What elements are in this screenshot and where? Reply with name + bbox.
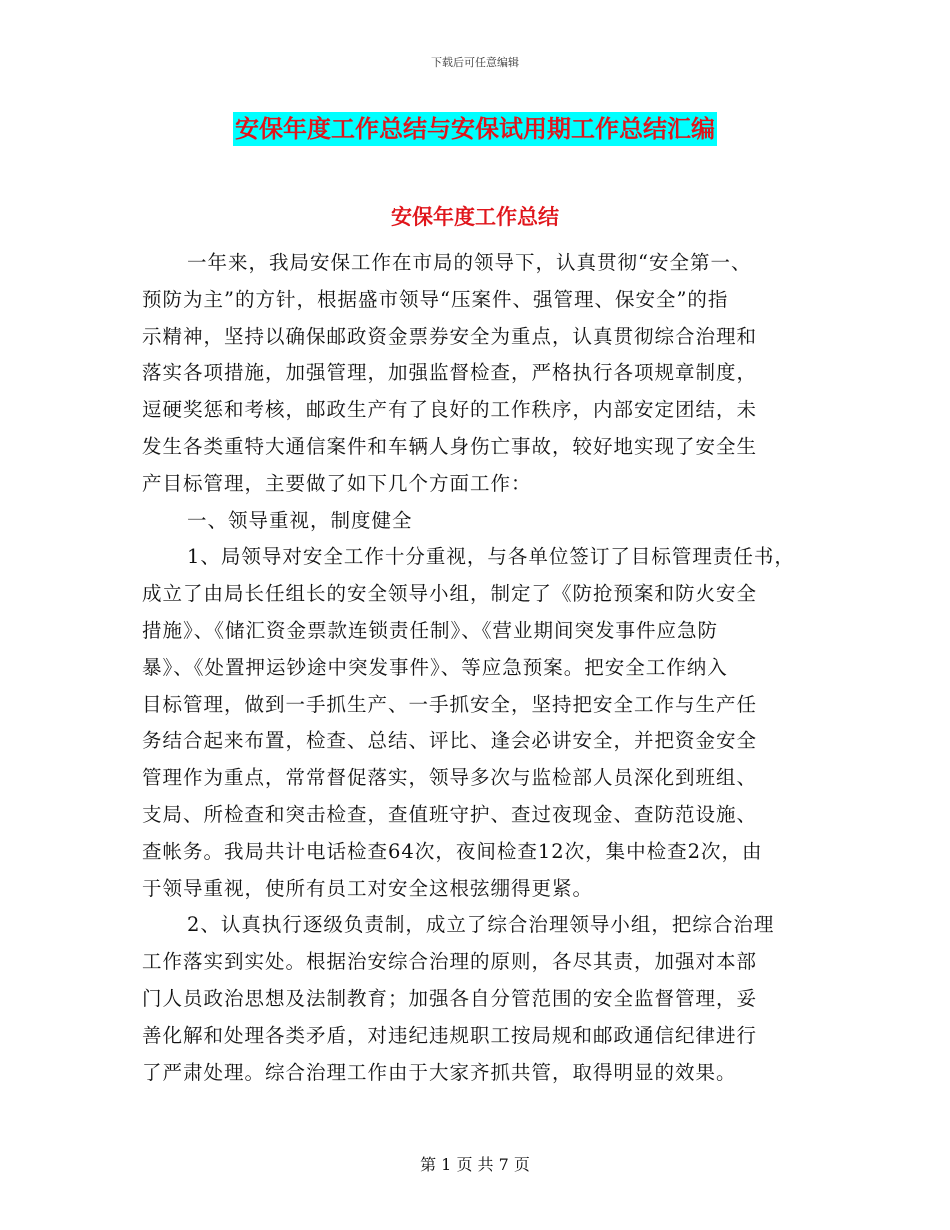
text-line: 一年来，我局安保工作在市局的领导下，认真贯彻“安全第一、 [187,251,752,274]
main-title-wrap [0,112,950,146]
text-line: 查帐务。我局共计电话检查64次，夜间检查12次，集中检查2次，由 [142,839,763,863]
text-line: 工作落实到实处。根据治安综合治理的原则，各尽其责，加强对本部 [142,950,758,974]
text-line: 善化解和处理各类矛盾，对违纪违规职工按局规和邮政通信纪律进行 [142,1023,758,1047]
text-line: 管理作为重点，常常督促落实，领导多次与监检部人员深化到班组、 [142,766,758,790]
text-line: 逗硬奖惩和考核，邮政生产有了良好的工作秩序，内部安定团结，未 [142,398,758,422]
section-title: 安保年度工作总结 [391,205,559,229]
text-line: 成立了由局长任组长的安全领导小组，制定了《防抢预案和防火安全 [142,582,758,606]
header-note: 下载后可任意编辑 [431,56,519,69]
text-line: 落实各项措施，加强管理，加强监督检查，严格执行各项规章制度， [142,361,758,385]
text-line: 措施》、《储汇资金票款连锁责任制》、《营业期间突发事件应急防 [142,618,719,642]
text-line: 暴》、《处置押运钞途中突发事件》、等应急预案。把安全工作纳入 [142,655,728,679]
body-text [142,245,822,1091]
text-line: 示精神，坚持以确保邮政资金票券安全为重点，认真贯彻综合治理和 [142,324,758,348]
text-line: 了严肃处理。综合治理工作由于大家齐抓共管，取得明显的效果。 [142,1060,737,1084]
text-line: 产目标管理，主要做了如下几个方面工作： [142,471,532,495]
text-line: 务结合起来布置，检查、总结、评比、逢会必讲安全，并把资金安全 [142,729,758,753]
text-line: 支局、所检查和突击检查，查值班守护、查过夜现金、查防范设施、 [142,802,758,826]
text-line: 目标管理，做到一手抓生产、一手抓安全，坚持把安全工作与生产任 [142,692,758,716]
page-footer: 第 1 页 共 7 页 [420,1155,530,1174]
text-line: 1、局领导对安全工作十分重视，与各单位签订了目标管理责任书， [187,545,795,569]
text-line: 于领导重视，使所有员工对安全这根弦绷得更紧。 [142,876,594,900]
text-line: 门人员政治思想及法制教育；加强各自分管范围的安全监督管理，妥 [142,986,758,1010]
main-title: 安保年度工作总结与安保试用期工作总结汇编 [233,112,717,146]
text-line: 预防为主”的方针，根据盛市领导“压案件、强管理、保安全”的指 [142,287,729,311]
text-line: 2、认真执行逐级负责制，成立了综合治理领导小组，把综合治理 [187,913,775,937]
text-line: 一、领导重视，制度健全 [187,508,413,532]
text-line: 发生各类重特大通信案件和车辆人身伤亡事故，较好地实现了安全生 [142,434,758,458]
